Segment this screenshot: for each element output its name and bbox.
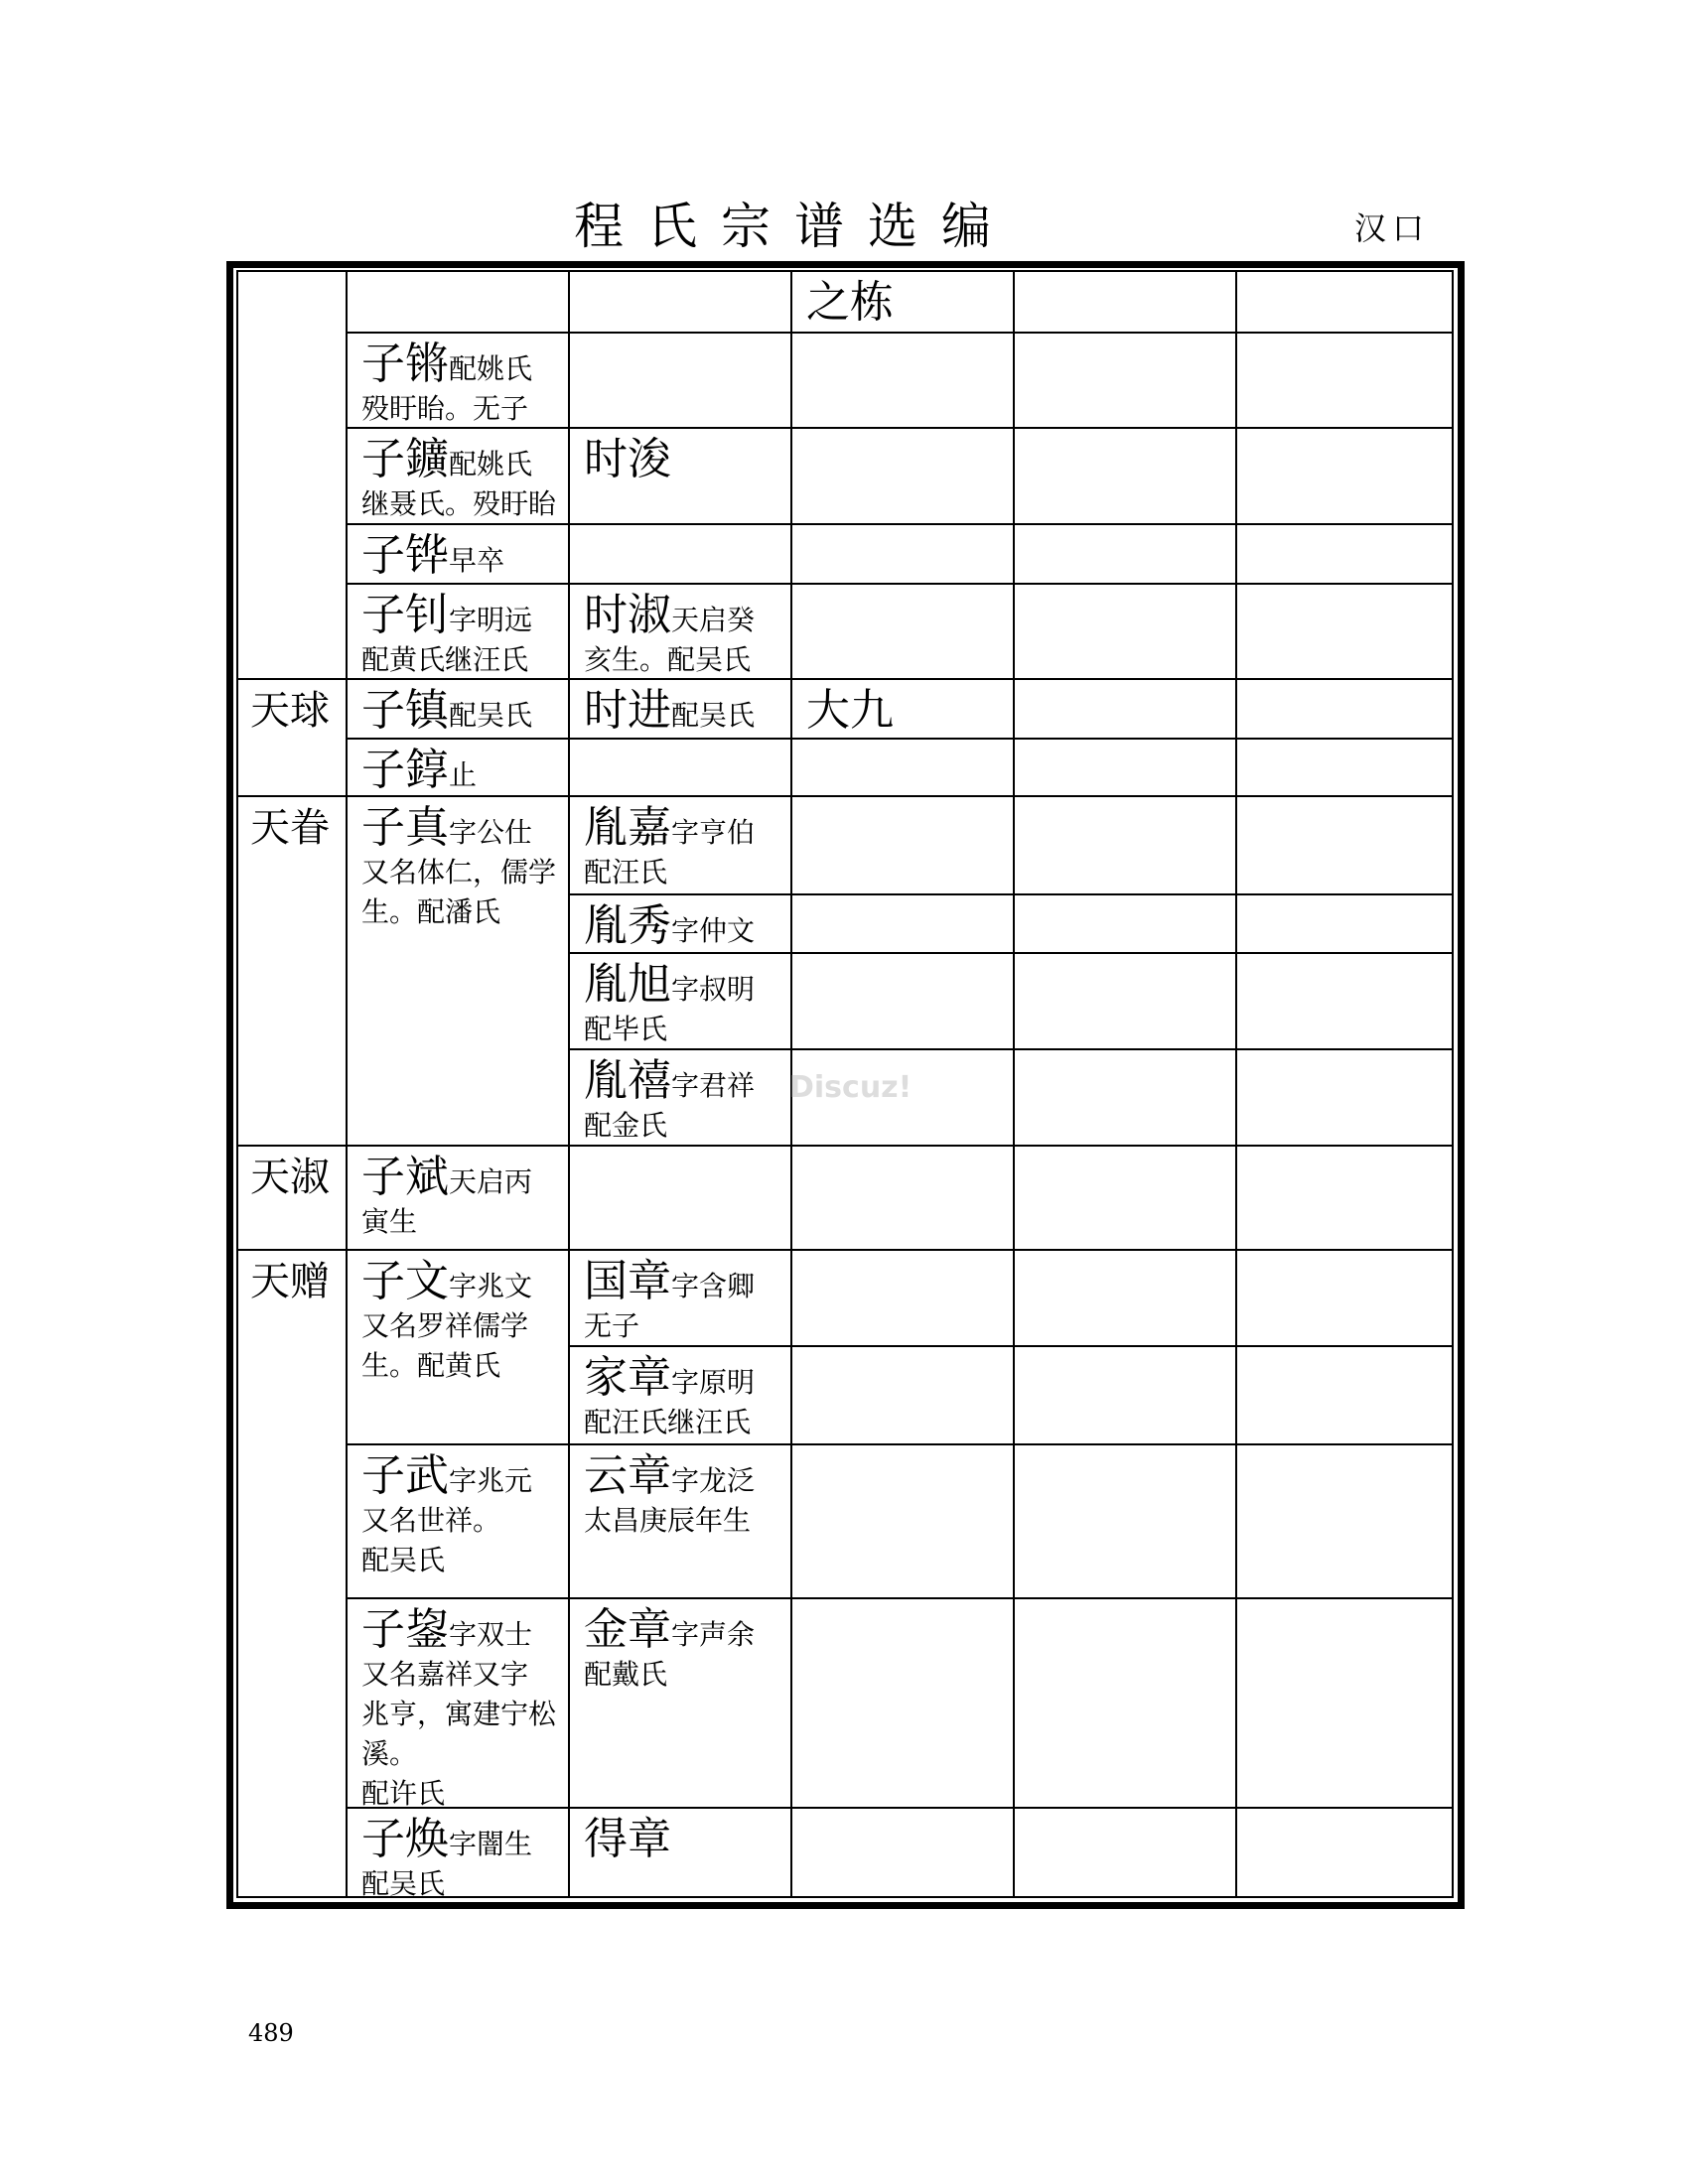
table-cell xyxy=(570,429,671,484)
generation-name: 天眷 xyxy=(250,805,330,851)
table-cell xyxy=(570,680,755,736)
generation-name: 天赠 xyxy=(250,1259,330,1304)
person-note: 字叔明 xyxy=(671,973,756,1006)
person-note: 亥生。配吴氏 xyxy=(584,643,752,676)
page-number: 489 xyxy=(248,2019,294,2047)
person-note: 字仲文 xyxy=(671,914,756,947)
table-cell xyxy=(348,334,532,429)
person-note: 溪。 xyxy=(361,1737,418,1770)
person-note: 配吴氏 xyxy=(361,1867,446,1900)
generation-name: 天淑 xyxy=(250,1155,330,1200)
person-note: 配吴氏 xyxy=(449,699,533,732)
person-note: 太昌庚辰年生 xyxy=(584,1504,752,1537)
place-label: 汉口 xyxy=(1354,209,1431,247)
person-note: 又名嘉祥又字 xyxy=(361,1658,529,1691)
person-note: 字闇生 xyxy=(449,1828,533,1860)
table-cell xyxy=(570,797,755,892)
table-cell xyxy=(570,1809,671,1864)
row-divider xyxy=(346,738,1454,740)
person-name: 金章 xyxy=(584,1604,671,1655)
person-name: 胤嘉 xyxy=(584,802,671,853)
person-note: 配毕氏 xyxy=(584,1013,668,1045)
person-name: 子镇 xyxy=(361,685,449,736)
person-name: 家章 xyxy=(584,1352,671,1403)
table-cell xyxy=(348,429,556,524)
person-note: 寅生 xyxy=(361,1205,418,1238)
watermark: Discuz! xyxy=(789,1070,913,1105)
person-note: 配汪氏继汪氏 xyxy=(584,1406,752,1438)
person-name: 胤禧 xyxy=(584,1055,671,1106)
person-note: 又名世祥。 xyxy=(361,1504,501,1537)
person-note: 配黄氏继汪氏 xyxy=(361,643,529,676)
person-name: 子真 xyxy=(361,802,449,853)
person-note: 又名体仁，儒学 xyxy=(361,856,557,888)
person-note: 配汪氏 xyxy=(584,856,668,888)
person-note: 字双士 xyxy=(449,1618,533,1651)
person-note: 生。配黄氏 xyxy=(361,1349,501,1382)
table-cell xyxy=(348,1251,568,1386)
person-name: 子文 xyxy=(361,1256,449,1306)
person-note: 字兆文 xyxy=(449,1270,533,1302)
person-name: 胤秀 xyxy=(584,900,671,951)
person-name: 胤旭 xyxy=(584,959,671,1010)
table-cell xyxy=(570,1599,755,1695)
table-cell xyxy=(570,895,755,951)
person-note: 天启癸 xyxy=(671,604,756,636)
person-note: 配吴氏 xyxy=(361,1544,446,1576)
person-note: 天启丙 xyxy=(449,1165,533,1198)
person-note: 字声余 xyxy=(671,1618,756,1651)
person-name: 子鑛 xyxy=(361,434,449,484)
person-note: 配许氏 xyxy=(361,1777,446,1810)
person-note: 兆亨，寓建宁松 xyxy=(361,1698,557,1730)
generation-name: 天球 xyxy=(250,688,330,734)
person-note: 无子 xyxy=(584,1309,640,1342)
person-note: 配姚氏 xyxy=(449,352,533,385)
page-title: 程氏宗谱选编 xyxy=(574,198,1015,255)
person-name: 子锵 xyxy=(361,339,449,389)
column-divider xyxy=(1013,270,1015,1898)
table-cell xyxy=(792,272,894,328)
person-name: 子錞 xyxy=(361,745,449,795)
person-name: 时进 xyxy=(584,685,671,736)
person-note: 配金氏 xyxy=(584,1109,668,1142)
person-note: 字公仕 xyxy=(449,816,533,849)
table-cell xyxy=(348,1809,532,1904)
table-cell xyxy=(348,797,568,932)
column-divider xyxy=(1235,270,1237,1898)
person-name: 子斌 xyxy=(361,1152,449,1202)
person-name: 子焕 xyxy=(361,1814,449,1864)
person-note: 字君祥 xyxy=(671,1069,756,1102)
person-name: 子钊 xyxy=(361,590,449,640)
table-cell xyxy=(348,585,532,680)
person-note: 配姚氏 xyxy=(449,448,533,480)
person-note: 配吴氏 xyxy=(671,699,756,732)
table-cell xyxy=(348,1599,568,1814)
person-name: 时淑 xyxy=(584,590,671,640)
person-note: 字兆元 xyxy=(449,1464,533,1497)
person-note: 早卒 xyxy=(449,544,505,577)
person-note: 止 xyxy=(449,758,478,791)
table-cell xyxy=(570,1050,755,1146)
person-note: 又名罗祥儒学 xyxy=(361,1309,529,1342)
table-cell xyxy=(570,1445,755,1541)
table-cell xyxy=(792,680,894,736)
person-name: 子铧 xyxy=(361,530,449,581)
person-name: 之栋 xyxy=(806,277,894,328)
table-cell xyxy=(570,585,755,680)
person-name: 得章 xyxy=(584,1814,671,1864)
person-name: 大九 xyxy=(806,685,894,736)
table-cell xyxy=(348,1147,532,1242)
table-cell xyxy=(348,1445,532,1580)
table-cell xyxy=(570,954,755,1049)
person-name: 时浚 xyxy=(584,434,671,484)
person-name: 云章 xyxy=(584,1450,671,1501)
table-cell xyxy=(348,740,477,795)
person-note: 字含卿 xyxy=(671,1270,756,1302)
table-cell xyxy=(570,1347,755,1442)
person-note: 继聂氏。殁盱眙 xyxy=(361,487,557,520)
person-name: 子武 xyxy=(361,1450,449,1501)
person-note: 字原明 xyxy=(671,1366,756,1399)
person-note: 配戴氏 xyxy=(584,1658,668,1691)
person-note: 字明远 xyxy=(449,604,533,636)
table-cell xyxy=(570,1251,755,1346)
person-note: 字亨伯 xyxy=(671,816,756,849)
person-note: 生。配潘氏 xyxy=(361,895,501,928)
table-cell xyxy=(348,680,532,736)
person-name: 子鋆 xyxy=(361,1604,449,1655)
person-note: 殁盱眙。无子 xyxy=(361,392,529,425)
person-name: 国章 xyxy=(584,1256,671,1306)
person-note: 字龙泛 xyxy=(671,1464,756,1497)
table-cell xyxy=(348,525,504,581)
